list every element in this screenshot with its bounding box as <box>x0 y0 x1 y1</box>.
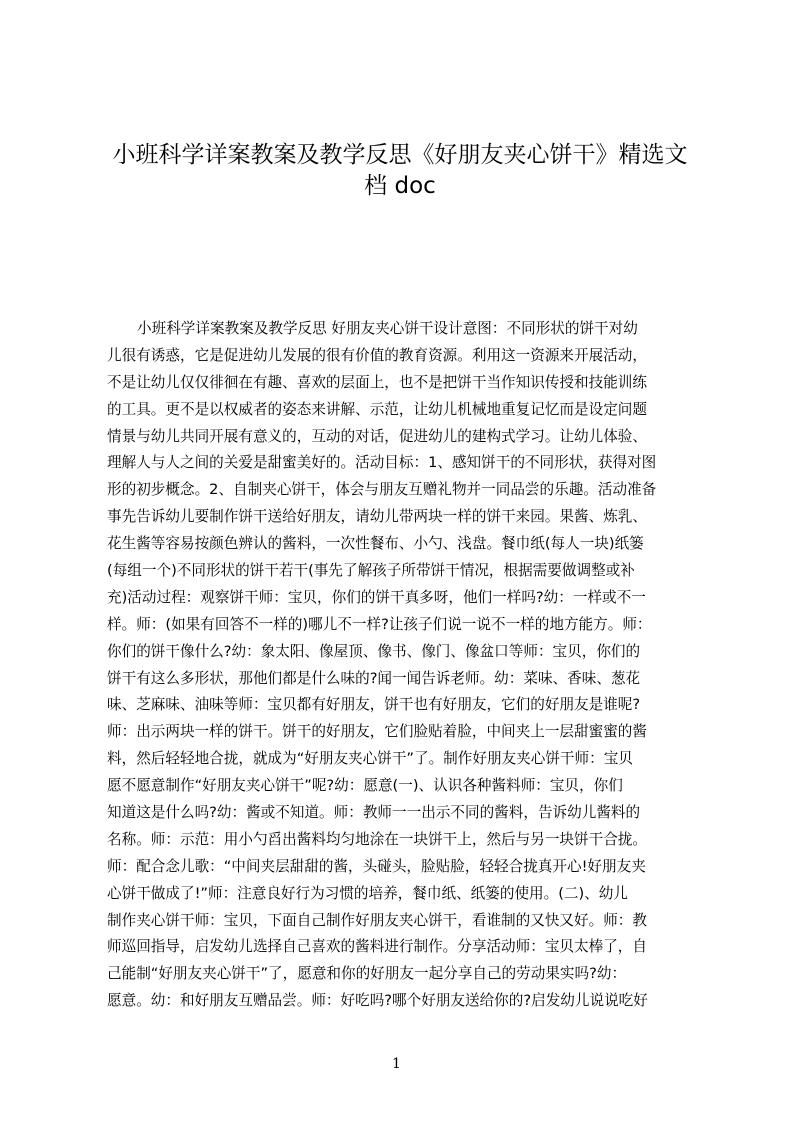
body-line: 不是让幼儿仅仅徘徊在有趣、喜欢的层面上，也不是把饼干当作知识传授和技能训练 <box>107 373 647 391</box>
body-line: 充)活动过程：观察饼干师：宝贝，你们的饼干真多呀，他们一样吗?幼：一样或不一 <box>107 588 646 606</box>
document-title-line2: 档 doc <box>364 173 436 199</box>
body-line: 心饼干做成了!”师：注意良好行为习惯的培养，餐巾纸、纸篓的使用。(二)、幼儿 <box>107 884 628 902</box>
body-line: 制作夹心饼干师：宝贝，下面自己制作好朋友夹心饼干，看谁制的又快又好。师：教 <box>107 911 647 929</box>
body-line: 形的初步概念。2、自制夹心饼干，体会与朋友互赠礼物并一同品尝的乐趣。活动准备 <box>107 481 657 499</box>
body-line: 己能制“好朋友夹心饼干”了，愿意和你的好朋友一起分享自己的劳动果实吗?幼： <box>107 965 627 983</box>
body-line: 样。师：(如果有回答不一样的)哪儿不一样?让孩子们说一说不一样的地方能方。师： <box>107 615 652 633</box>
body-line: 知道这是什么吗?幼：酱或不知道。师：教师一一出示不同的酱料，告诉幼儿酱料的 <box>107 804 641 822</box>
page-number: 1 <box>392 1056 401 1072</box>
body-line: 师：出示两块一样的饼干。饼干的好朋友，它们脸贴着脸，中间夹上一层甜蜜蜜的酱 <box>107 723 647 741</box>
body-line: 料，然后轻轻地合拢，就成为“好朋友夹心饼干”了。制作好朋友夹心饼干师：宝贝 <box>107 750 633 768</box>
body-line: 情景与幼儿共同开展有意义的，互动的对话，促进幼儿的建构式学习。让幼儿体验、 <box>107 427 647 445</box>
body-line: 师巡回指导，启发幼儿选择自己喜欢的酱料进行制作。分享活动师：宝贝太棒了，自 <box>107 938 647 956</box>
body-line: 小班科学详案教案及教学反思 好朋友夹心饼干设计意图：不同形状的饼干对幼 <box>137 320 638 337</box>
body-line: 理解人与人之间的关爱是甜蜜美好的。活动目标：1、感知饼干的不同形状，获得对图 <box>107 454 657 472</box>
body-line: (每组一个)不同形状的饼干若干(事先了解孩子所带饼干情况，根据需要做调整或补 <box>107 562 635 580</box>
body-line: 饼干有这么多形状，那他们都是什么味的?闻一闻告诉老师。幼：菜味、香味、葱花 <box>107 669 641 687</box>
body-line: 愿意。幼：和好朋友互赠品尝。师：好吃吗?哪个好朋友送给你的?启发幼儿说说吃好 <box>107 992 648 1010</box>
body-line: 你们的饼干像什么?幼：象太阳、像屋顶、像书、像门、像盆口等师：宝贝，你们的 <box>107 642 641 660</box>
body-line: 花生酱等容易按颜色辨认的酱料，一次性餐布、小勺、浅盘。餐巾纸(每人一块)纸篓 <box>107 535 644 553</box>
document-title-line1: 小班科学详案教案及教学反思《好朋友夹心饼干》精选文 <box>112 142 688 168</box>
body-line: 事先告诉幼儿要制作饼干送给好朋友，请幼儿带两块一样的饼干来园。果酱、炼乳、 <box>107 508 647 526</box>
body-line: 愿不愿意制作“好朋友夹心饼干”呢?幼：愿意(一)、认识各种酱料师：宝贝，你们 <box>107 777 623 795</box>
body-line: 味、芝麻味、油味等师：宝贝都有好朋友，饼干也有好朋友，它们的好朋友是谁呢? <box>107 696 641 714</box>
document-title <box>100 140 700 202</box>
body-line: 名称。师：示范：用小勺舀出酱料均匀地涂在一块饼干上，然后与另一块饼干合拢。 <box>107 830 647 848</box>
body-line: 的工具。更不是以权威者的姿态来讲解、示范，让幼儿机械地重复记忆而是设定问题 <box>107 400 647 418</box>
body-line: 儿很有诱惑，它是促进幼儿发展的很有价值的教育资源。利用这一资源来开展活动， <box>107 346 647 364</box>
body-line: 师：配合念儿歌：“中间夹层甜甜的酱，头碰头，脸贴脸，轻轻合拢真开心!好朋友夹 <box>107 857 646 875</box>
document-body <box>107 316 699 1016</box>
